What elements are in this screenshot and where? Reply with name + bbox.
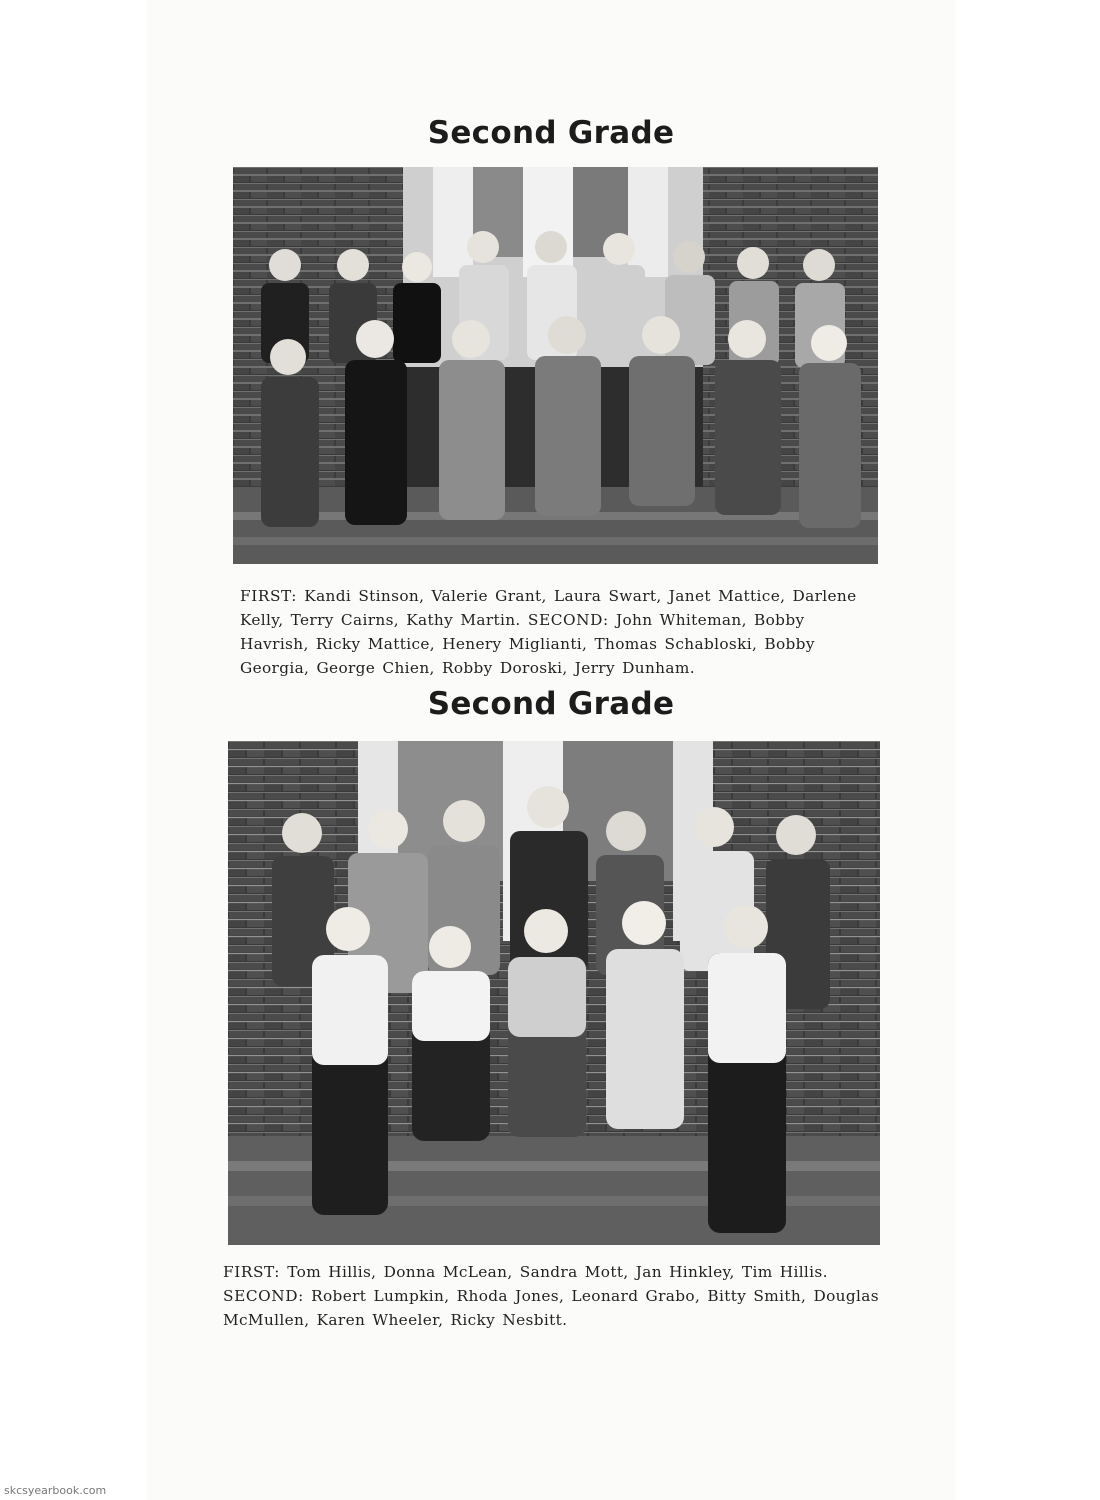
section-2-caption <box>223 1260 883 1332</box>
section-2-heading: Second Grade <box>427 686 675 722</box>
class-photo-2 <box>228 741 880 1245</box>
first-row-names: Kandi Stinson, Valerie Grant, Laura Swart, Janet Mattice, Darlene Kelly, Terry Cairns, Kathy Martin. <box>240 587 857 629</box>
second-row-names: Robert Lumpkin, Rhoda Jones, Leonard Grabo, Bitty Smith, Douglas McMullen, Karen Wheeler, Ricky Nesbitt. <box>223 1287 879 1329</box>
section-1-caption <box>240 584 880 680</box>
section-1-heading: Second Grade <box>427 115 675 151</box>
second-row-label: SECOND: <box>223 1287 304 1305</box>
first-row-label: FIRST: <box>240 587 298 605</box>
first-row-names: Tom Hillis, Donna McLean, Sandra Mott, Jan Hinkley, Tim Hillis. <box>287 1263 828 1281</box>
class-photo-1 <box>233 167 878 564</box>
yearbook-page <box>147 0 955 1500</box>
second-row-label: SECOND: <box>527 611 609 629</box>
site-watermark: skcsyearbook.com <box>4 1484 107 1497</box>
first-row-label: FIRST: <box>223 1263 281 1281</box>
second-row-names: John Whiteman, Bobby Havrish, Ricky Mattice, Henery Miglianti, Thomas Schabloski, Bobby Georgia, George Chien, Robby Doroski, Jerry Dunham. <box>240 611 815 677</box>
